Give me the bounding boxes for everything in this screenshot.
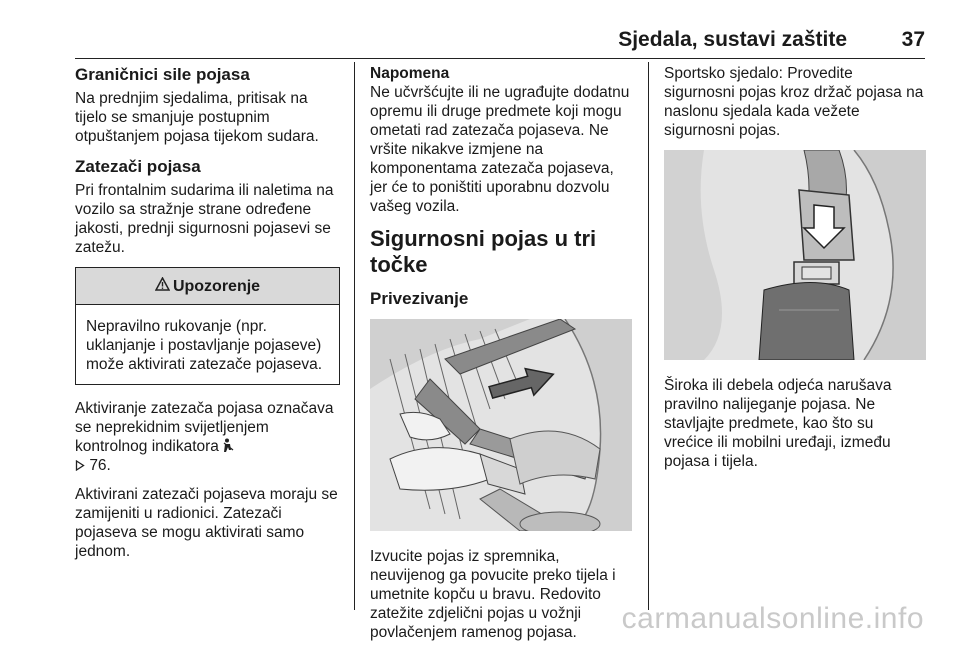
page-reference-icon	[75, 457, 89, 474]
column-3	[664, 64, 926, 481]
paragraph-sport-seat: Sportsko sjedalo: Provedite sigurnosni pojas kroz držač pojasa na naslonu sjedala kada vežete sigurnosni pojas.	[664, 65, 924, 139]
heading-pretensioners: Zatezači pojasa	[75, 157, 201, 176]
paragraph-force-limiters: Na prednjim sjedalima, pritisak na tijelo se smanjuje postupnim otpuštanjem pojasa tijekom sudara.	[75, 90, 319, 145]
section-title: Sjedala, sustavi zaštite	[618, 28, 847, 51]
seatbelt-indicator-icon	[223, 438, 234, 455]
note-text: Ne učvršćujte ili ne ugrađujte dodatnu opremu ili druge predmete koji mogu ometati rad zatezača pojaseva. Ne vršite nikakve izmjene na komponentama zatezača pojaseva, jer će to poništiti uporabnu dozvolu vašeg vozila.	[370, 84, 630, 215]
paragraph-fastening: Izvucite pojas iz spremnika, neuvijenog ga povucite preko tijela i umetnite kopču u bravu. Redovito zatežite zdjelični pojas u vožnji povlačenjem ramenog pojasa.	[370, 548, 616, 641]
page-number: 37	[901, 28, 925, 51]
indicator-text: Aktiviranje zatezača pojasa označava se neprekidnim svijetljenjem kontrolnog indikatora	[75, 400, 334, 455]
paragraph-clothing: Široka ili debela odjeća narušava pravilno nalijeganje pojasa. Ne stavljajte predmete, kao što su vrećice ili mobilni uređaji, između pojasa i tijela.	[664, 377, 892, 470]
page-reference-link[interactable]: 76.	[89, 457, 111, 474]
heading-fastening: Privezivanje	[370, 289, 469, 308]
heading-three-point-belt: Sigurnosni pojas u tri točke	[370, 226, 597, 277]
column-1	[75, 64, 340, 571]
column-divider-1	[354, 62, 355, 610]
warning-title: Upozorenje	[172, 277, 261, 295]
paragraph-indicator	[75, 399, 340, 475]
header-rule	[75, 58, 925, 59]
warning-box	[75, 267, 340, 385]
column-2	[370, 64, 632, 652]
note-title: Napomena	[370, 65, 450, 82]
column-divider-2	[648, 62, 649, 610]
paragraph-activated: Aktivirani zatezači pojaseva moraju se zamijeniti u radionici. Zatezači pojaseva se mogu aktivirati samo jednom.	[75, 486, 338, 560]
paragraph-pretensioners: Pri frontalnim sudarima ili naletima na vozilo sa stražnje strane određene jakosti, prednji sigurnosni pojasevi se zatežu.	[75, 182, 334, 256]
warning-text: Nepravilno rukovanje (npr. uklanjanje i postavljanje pojaseve) može aktivirati zatezače pojaseva.	[86, 318, 323, 373]
warning-triangle-icon	[155, 277, 170, 296]
belt-guide-illustration	[664, 150, 926, 360]
warning-header	[76, 268, 339, 305]
heading-force-limiters: Graničnici sile pojasa	[75, 65, 250, 84]
page-header	[75, 28, 925, 56]
fastening-illustration	[370, 319, 632, 531]
watermark: carmanualsonline.info	[621, 602, 924, 635]
